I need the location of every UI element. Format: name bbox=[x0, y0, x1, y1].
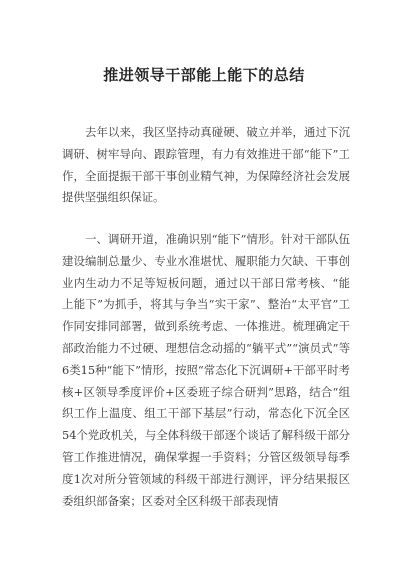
intro-paragraph: 去年以来，我区坚持动真碰硬、破立并举，通过下沉调研、树牢导向、跟踪管理，有力有效推进干部“能下”工作，全面提振干部干事创业精气神，为保障经济社会发展提供坚强组织保证。 bbox=[62, 125, 350, 205]
document-title: 推进领导干部能上能下的总结 bbox=[103, 66, 305, 84]
section-one-paragraph: 一、调研开道，准确识别“能下”情形。针对干部队伍建设编制总量少、专业水准堪忧、履职能力欠缺、干事创业内生动力不足等短板问题，通过以干部日常考核、“能上能下”为抓手，将其与争当“实干家”、整治“太平官”工作同安排同部署，做到系统考虑、一体推进。梳理确定干部政治能力不过硬、理想信念动摇的“躺平式”“演员式”等6类15种“能下”情形，按照“常态化下沉调研+干部平时考核+区领导季度评价+区委班子综合研判”思路，结合“组织工作上温度、组工干部下基层”行动，常态化下沉全区54个党政机关，与全体科级干部逐个谈话了解科级干部分管工作推进情况，确保掌握一手资料；分管区级领导每季度1次对所分管领域的科级干部进行测评，评分结果报区委组织部备案；区委对全区科级干部表现情 bbox=[62, 232, 350, 508]
